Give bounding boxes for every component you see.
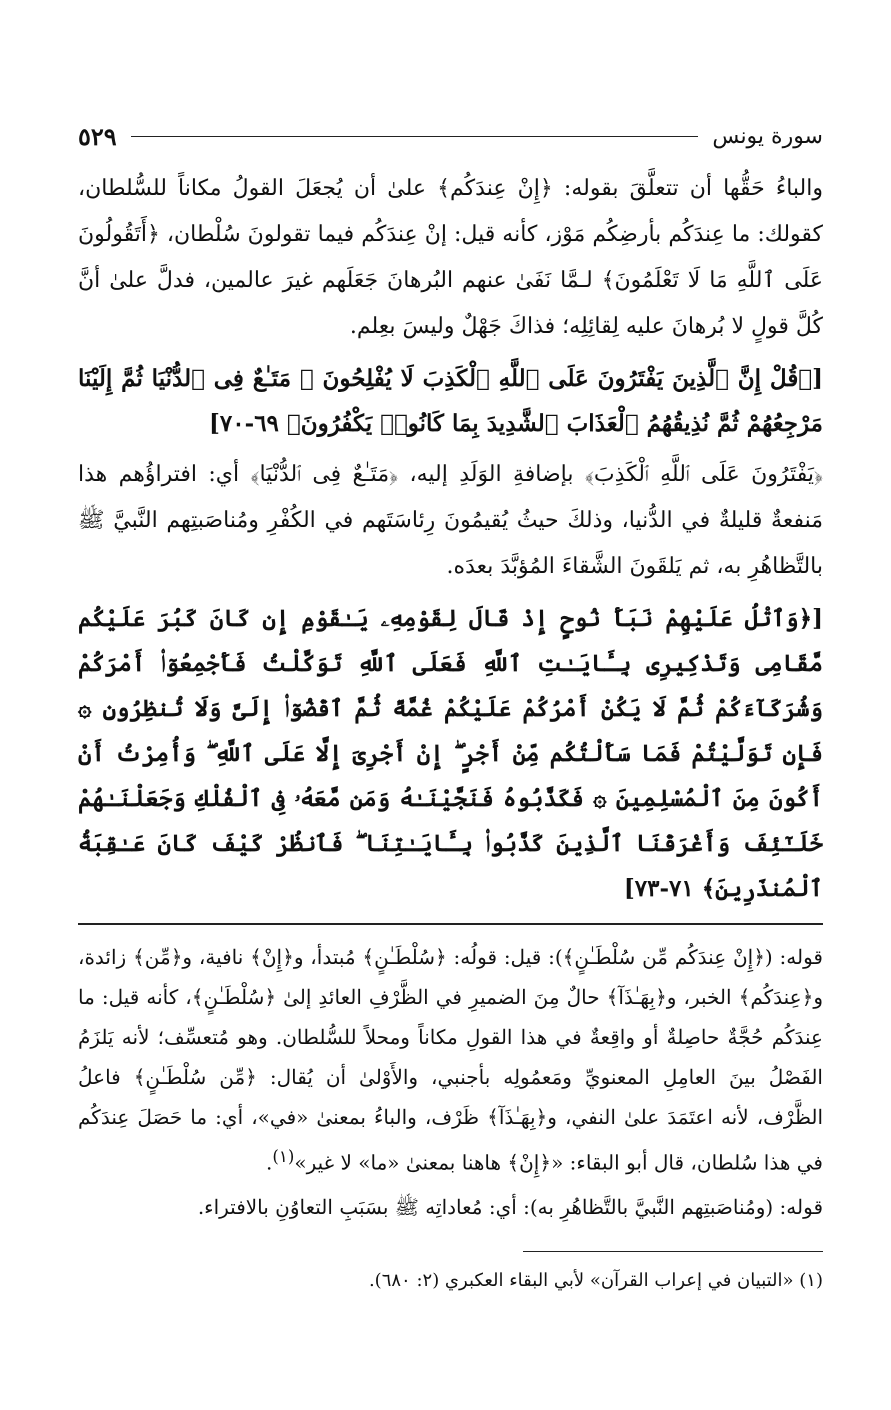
main-text bbox=[78, 166, 823, 911]
footnote-section bbox=[78, 1266, 823, 1296]
page-header bbox=[78, 116, 823, 156]
tafsir-paragraph: ﴿يَفْتَرُونَ عَلَى ٱللَّهِ ٱلْكَذِبَ﴾ بإضافةِ الوَلَدِ إليه، ﴿مَتَـٰعٌ فِى ٱلدُّنْيَا﴾ أي: افتراؤُهم هذا مَنفعةٌ قليلةٌ في الدُّنيا، وذلكَ حيثُ يُقيمُونَ رِئاسَتَهم في الكُفْرِ ومُناصَبتِهم النَّبيَّ ﷺ بالتَّظاهُرِ به، ثم يَلقَونَ الشَّقاءَ المُؤبَّدَ بعدَه. bbox=[78, 462, 823, 579]
commentary-text: قوله: (﴿إِنْ عِندَكُم مِّن سُلْطَـٰنٍ﴾): قيل: قولُه: ﴿سُلْطَـٰنٍ﴾ مُبتدأ، و﴿إِنْ﴾ نافية، و﴿مِّن﴾ زائدة، و﴿عِندَكُم﴾ الخبر، و﴿بِهَـٰذَآ﴾ حالٌ مِنَ الضميرِ في الظَّرْفِ العائدِ إلىٰ ﴿سُلْطَـٰنٍ﴾، كأنه قيل: ما عِندَكُم حُجَّةٌ حاصِلةٌ أو واقِعةٌ في هذا القولِ مكاناً ومحلاً للسُّلطان. وهو مُتعسِّف؛ لأنه يَلزَمُ الفَصْلُ بينَ العامِلِ المعنويِّ ومَعمُولِه بأجنبي، والأَوْلىٰ أن يُقال: ﴿مِّن سُلْطَـٰنٍ﴾ فاعلُ الظَّرْف، لأنه اعتَمَدَ علىٰ النفي، و﴿بِهَـٰذَآ﴾ ظَرْف، والباءُ بمعنىٰ «في»، أي: ما حَصَلَ عِندَكُم في هذا سُلطان، قال أبو البقاء: «﴿إِنْ﴾ هاهنا بمعنىٰ «ما» لا غير» bbox=[78, 945, 823, 1175]
footnote-text: (١) «التبيان في إعراب القرآن» لأبي البقاء العكبري (٢: ٦٨٠). bbox=[368, 1269, 823, 1291]
header-rule bbox=[131, 136, 699, 137]
commentary-separator bbox=[78, 923, 823, 925]
surah-name: سورة يونس bbox=[712, 123, 823, 149]
footnote-marker: (١) bbox=[272, 1147, 295, 1166]
quran-verse-block: [﴿قُلْ إِنَّ ٱلَّذِينَ يَفْتَرُونَ عَلَى ٱللَّهِ ٱلْكَذِبَ لَا يُفْلِحُونَ ۞ مَتَـٰعٌ فِى ٱلدُّنْيَا ثُمَّ إِلَيْنَا مَرْجِعُهُمْ ثُمَّ نُذِيقُهُمُ ٱلْعَذَابَ ٱلشَّدِيدَ بِمَا كَانُوا۟ يَكْفُرُونَ﴾ ٦٩-٧٠] bbox=[78, 365, 823, 437]
tafsir-paragraph: والباءُ حَقُّها أن تتعلَّقَ بقوله: ﴿إِنْ عِندَكُم﴾ علىٰ أن يُجعَلَ القولُ مكاناً للسُّلطان، كقولك: ما عِندَكُم بأرضِكُم مَوْز، كأنه قيل: إنْ عِندَكُم فيما تقولونَ سُلْطان، ﴿أَتَقُولُونَ عَلَى ٱللَّهِ مَا لَا تَعْلَمُونَ﴾ لـمَّا نَفَىٰ عنهم البُرهانَ جَعَلَهم غيرَ عالمين، فدلَّ علىٰ أنَّ كُلَّ قولٍ لا بُرهانَ عليه لِقائِلِه؛ فذاكَ جَهْلٌ وليسَ بعِلم. bbox=[78, 176, 823, 339]
commentary-paragraph bbox=[78, 937, 823, 1183]
footnote-rule bbox=[523, 1251, 823, 1252]
commentary-section bbox=[78, 937, 823, 1227]
commentary-end: . bbox=[266, 1150, 273, 1175]
page-number: ٥٢٩ bbox=[78, 121, 117, 151]
commentary-paragraph: قوله: (ومُناصَبتِهم النَّبيَّ بالتَّظاهُرِ به): أي: مُعاداتِه ﷺ بسَبَبِ التعاوُنِ بالافتراء. bbox=[197, 1194, 823, 1219]
quran-verse-block: [﴿وَٱتْلُ عَلَيْهِمْ نَبَأَ نُوحٍ إِذْ قَالَ لِقَوْمِهِۦ يَـٰقَوْمِ إِن كَانَ كَبُرَ عَلَيْكُم مَّقَامِى وَتَذْكِيرِى بِـَٔايَـٰتِ ٱللَّهِ فَعَلَى ٱللَّهِ تَوَكَّلْتُ فَأَجْمِعُوٓا۟ أَمْرَكُمْ وَشُرَكَآءَكُمْ ثُمَّ لَا يَكُنْ أَمْرُكُمْ عَلَيْكُمْ غُمَّةً ثُمَّ ٱقْضُوٓا۟ إِلَىَّ وَلَا تُنظِرُونِ ۞ فَإِن تَوَلَّيْتُمْ فَمَا سَأَلْتُكُم مِّنْ أَجْرٍ ۖ إِنْ أَجْرِىَ إِلَّا عَلَى ٱللَّهِ ۖ وَأُمِرْتُ أَنْ أَكُونَ مِنَ ٱلْمُسْلِمِينَ ۞ فَكَذَّبُوهُ فَنَجَّيْنَـٰهُ وَمَن مَّعَهُۥ فِى ٱلْفُلْكِ وَجَعَلْنَـٰهُمْ خَلَـٰٓئِفَ وَأَغْرَقْنَا ٱلَّذِينَ كَذَّبُوا۟ بِـَٔايَـٰتِنَا ۖ فَٱنظُرْ كَيْفَ كَانَ عَـٰقِبَةُ ٱلْمُنذَرِينَ﴾ ٧١-٧٣] bbox=[78, 605, 823, 902]
